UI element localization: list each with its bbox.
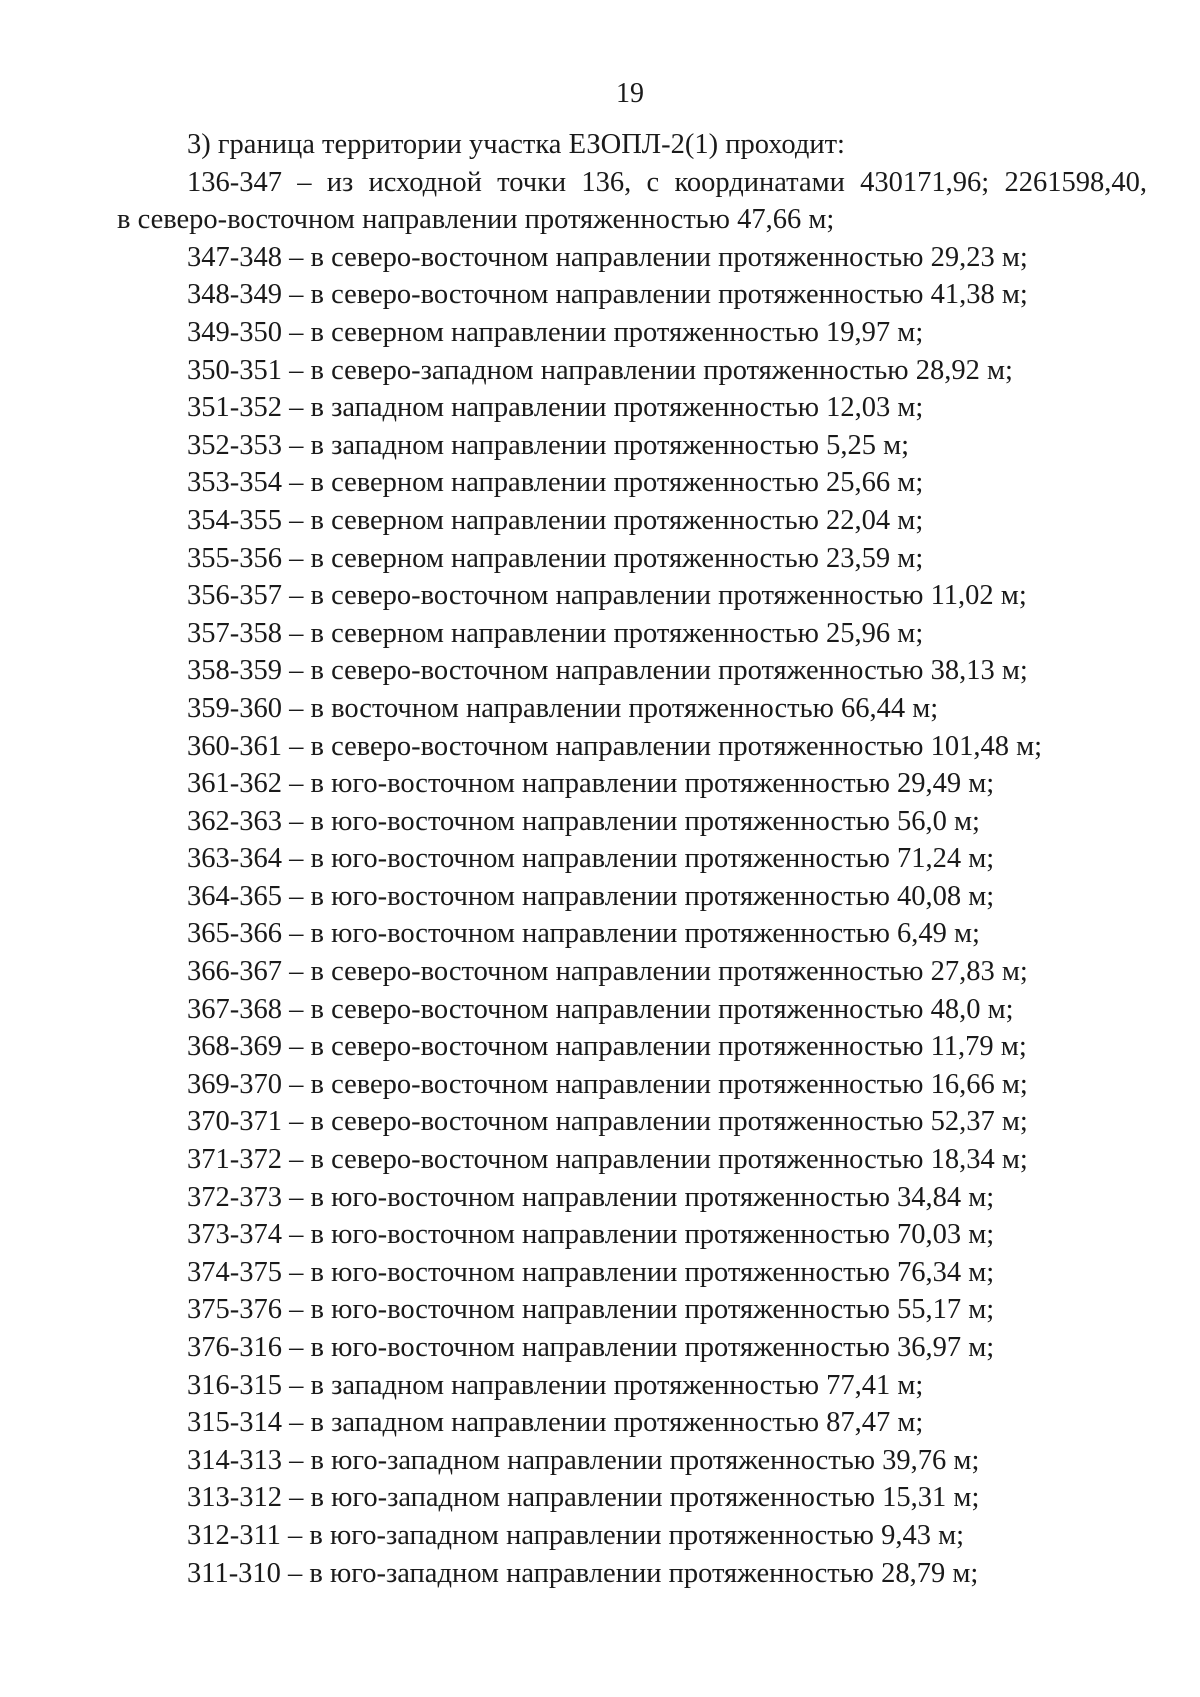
boundary-entry: 316-315 – в западном направлении протяженностью 77,41 м;	[187, 1369, 924, 1401]
boundary-entry: 362-363 – в юго-восточном направлении протяженностью 56,0 м;	[187, 805, 980, 837]
boundary-entry: 311-310 – в юго-западном направлении протяженностью 28,79 м;	[187, 1557, 979, 1589]
boundary-entry: 367-368 – в северо-восточном направлении протяженностью 48,0 м;	[187, 993, 1014, 1025]
first-entry-continuation: в северо-восточном направлении протяженностью 47,66 м;	[117, 204, 835, 236]
boundary-entry: 352-353 – в западном направлении протяженностью 5,25 м;	[187, 429, 910, 461]
first-entry-word: из	[326, 166, 354, 198]
section-heading: 3) граница территории участка ЕЗОПЛ-2(1) проходит:	[187, 129, 845, 160]
boundary-entry: 366-367 – в северо-восточном направлении протяженностью 27,83 м;	[187, 956, 1028, 988]
first-entry-word: –	[297, 166, 312, 198]
first-entry-word: координатами	[674, 166, 845, 198]
boundary-entry: 371-372 – в северо-восточном направлении протяженностью 18,34 м;	[187, 1144, 1028, 1176]
first-entry-word: исходной	[368, 166, 482, 198]
boundary-entry: 355-356 – в северном направлении протяженностью 23,59 м;	[187, 542, 924, 574]
boundary-entry: 350-351 – в северо-западном направлении протяженностью 28,92 м;	[187, 354, 1013, 386]
document-body	[117, 126, 1147, 1592]
boundary-entry: 376-316 – в юго-восточном направлении протяженностью 36,97 м;	[187, 1332, 995, 1363]
boundary-entry: 313-312 – в юго-западном направлении протяженностью 15,31 м;	[187, 1482, 980, 1514]
first-entry-word: с	[646, 166, 660, 198]
boundary-entry: 364-365 – в юго-восточном направлении протяженностью 40,08 м;	[187, 880, 995, 912]
boundary-entry: 354-355 – в северном направлении протяженностью 22,04 м;	[187, 504, 924, 536]
first-entry-line	[117, 164, 1147, 202]
boundary-entry: 312-311 – в юго-западном направлении протяженностью 9,43 м;	[187, 1519, 965, 1551]
boundary-entry: 368-369 – в северо-восточном направлении протяженностью 11,79 м;	[187, 1031, 1027, 1063]
boundary-entry: 370-371 – в северо-восточном направлении протяженностью 52,37 м;	[187, 1106, 1028, 1138]
boundary-entry: 360-361 – в северо-восточном направлении протяженностью 101,48 м;	[187, 730, 1043, 762]
boundary-entry: 315-314 – в западном направлении протяженностью 87,47 м;	[187, 1407, 924, 1439]
first-entry-word: 136,	[581, 166, 632, 198]
first-entry-word: 2261598,40,	[1004, 166, 1147, 198]
boundary-entry: 375-376 – в юго-восточном направлении протяженностью 55,17 м;	[187, 1294, 995, 1326]
first-entry-word: точки	[497, 166, 567, 198]
boundary-entry: 361-362 – в юго-восточном направлении протяженностью 29,49 м;	[187, 768, 995, 800]
boundary-entry: 357-358 – в северном направлении протяженностью 25,96 м;	[187, 617, 924, 649]
boundary-entry: 353-354 – в северном направлении протяженностью 25,66 м;	[187, 467, 924, 499]
boundary-entry: 358-359 – в северо-восточном направлении протяженностью 38,13 м;	[187, 655, 1028, 687]
boundary-entry: 347-348 – в северо-восточном направлении протяженностью 29,23 м;	[187, 241, 1028, 273]
boundary-entry: 356-357 – в северо-восточном направлении протяженностью 11,02 м;	[187, 580, 1027, 612]
boundary-entry: 369-370 – в северо-восточном направлении протяженностью 16,66 м;	[187, 1068, 1028, 1100]
boundary-entry: 372-373 – в юго-восточном направлении протяженностью 34,84 м;	[187, 1181, 995, 1213]
boundary-entry: 363-364 – в юго-восточном направлении протяженностью 71,24 м;	[187, 843, 995, 875]
boundary-entry: 373-374 – в юго-восточном направлении протяженностью 70,03 м;	[187, 1219, 995, 1251]
boundary-entry: 365-366 – в юго-восточном направлении протяженностью 6,49 м;	[187, 918, 980, 950]
boundary-entry: 351-352 – в западном направлении протяженностью 12,03 м;	[187, 392, 924, 424]
boundary-entries-list	[117, 239, 1147, 1592]
first-entry-word: 430171,96;	[860, 166, 990, 198]
boundary-entry: 359-360 – в восточном направлении протяженностью 66,44 м;	[187, 692, 939, 724]
page-number: 19	[616, 78, 644, 109]
boundary-entry: 314-313 – в юго-западном направлении протяженностью 39,76 м;	[187, 1444, 980, 1476]
first-entry-word: 136-347	[187, 166, 282, 198]
boundary-entry: 374-375 – в юго-восточном направлении протяженностью 76,34 м;	[187, 1256, 995, 1288]
boundary-entry: 348-349 – в северо-восточном направлении протяженностью 41,38 м;	[187, 279, 1028, 311]
boundary-entry: 349-350 – в северном направлении протяженностью 19,97 м;	[187, 316, 924, 348]
